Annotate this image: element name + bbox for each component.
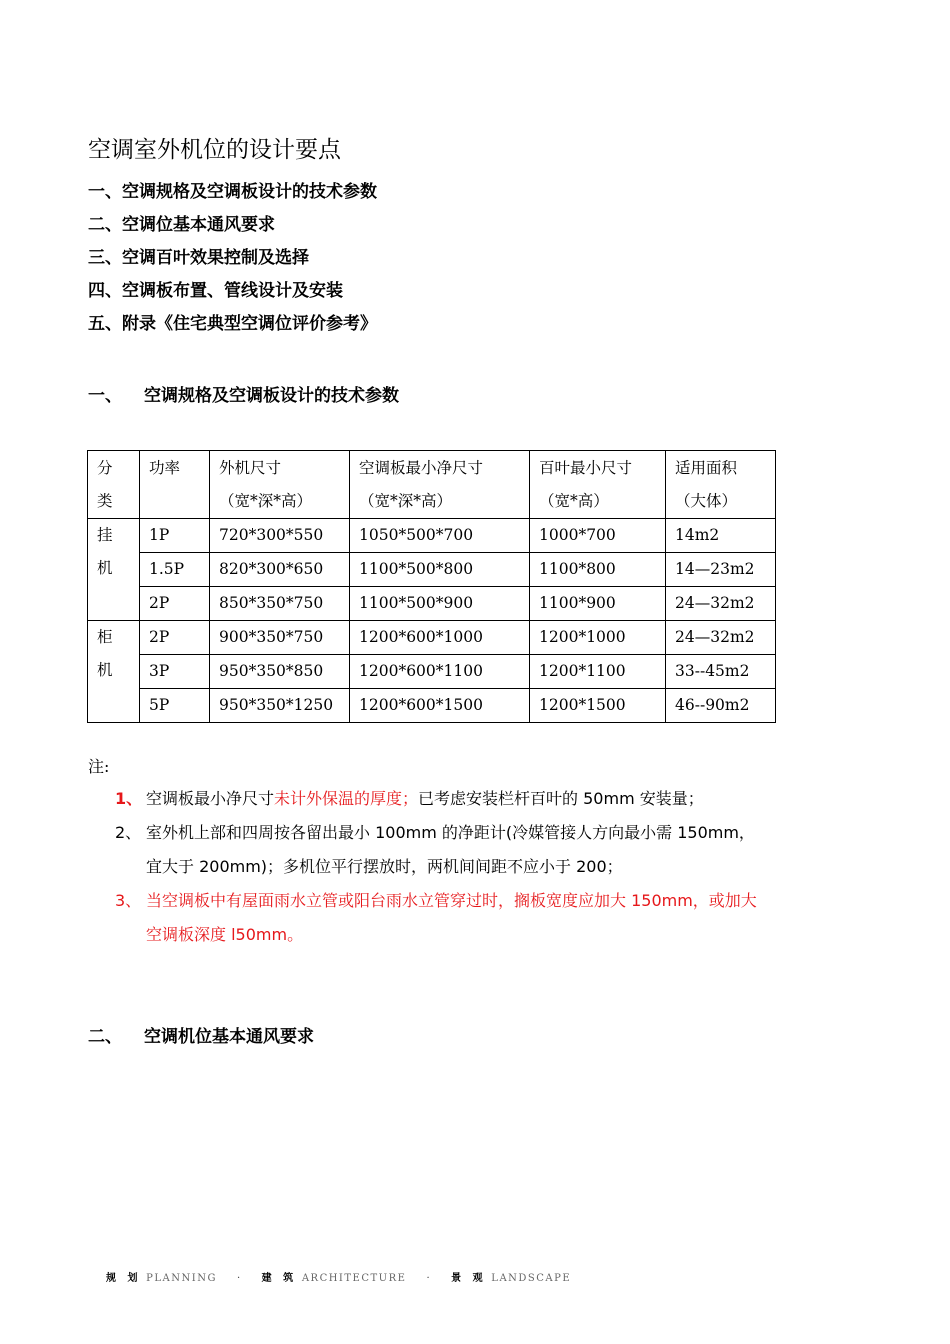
note-number: 1、 (115, 789, 143, 808)
page-footer: 规 划 PLANNING · 建 筑 ARCHITECTURE · 景 观 LANDSCAPE (106, 1273, 572, 1284)
header-cell: 百叶最小尺寸 （宽*高） (530, 451, 666, 519)
table-row (88, 621, 776, 655)
table-row (88, 689, 776, 723)
spec-table (87, 450, 776, 723)
table-cell: 720*300*550 (210, 519, 350, 553)
table-cell: 1100*800 (530, 553, 666, 587)
table-cell: 33--45m2 (666, 655, 776, 689)
table-cell: 900*350*750 (210, 621, 350, 655)
table-cell: 2P (140, 621, 210, 655)
toc-item: 三、空调百叶效果控制及选择 (88, 248, 309, 268)
note-item-2: 2、 室外机上部和四周按各留出最小 100mm 的净距计(冷媒管接人方向最小需 150mm， 宜大于 200mm)；多机位平行摆放时，两机间间距不应小于 200； (115, 816, 875, 884)
header-cell: 外机尺寸 （宽*深*高） (210, 451, 350, 519)
category-cell: 柜 机 (88, 621, 140, 723)
note-label: 注: (88, 757, 110, 776)
table-cell: 5P (140, 689, 210, 723)
table-cell: 1000*700 (530, 519, 666, 553)
section-number: 二、 (88, 1027, 122, 1047)
table-cell: 14—23m2 (666, 553, 776, 587)
header-cell: 适用面积 （大体） (666, 451, 776, 519)
table-row (88, 519, 776, 553)
note-number: 2、 (115, 823, 142, 842)
table-cell: 24—32m2 (666, 621, 776, 655)
header-cell: 空调板最小净尺寸 （宽*深*高） (350, 451, 530, 519)
table-of-contents (88, 176, 377, 341)
header-cell: 分 类 (88, 451, 140, 519)
table-cell: 2P (140, 587, 210, 621)
section-title: 空调规格及空调板设计的技术参数 (144, 386, 399, 406)
table-cell: 950*350*1250 (210, 689, 350, 723)
table-cell: 1200*1000 (530, 621, 666, 655)
table-row (88, 553, 776, 587)
table-cell: 1200*600*1000 (350, 621, 530, 655)
section-2-heading (88, 1024, 314, 1050)
page-title: 空调室外机位的设计要点 (88, 137, 341, 163)
table-cell: 1100*900 (530, 587, 666, 621)
table-cell: 1050*500*700 (350, 519, 530, 553)
table-cell: 1200*1500 (530, 689, 666, 723)
table-cell: 3P (140, 655, 210, 689)
section-number: 一、 (88, 386, 122, 406)
table-cell: 1200*600*1100 (350, 655, 530, 689)
highlighted-text: 未计外保温的厚度； (274, 789, 419, 808)
toc-item: 五、附录《住宅典型空调位评价参考》 (88, 314, 377, 334)
note-item-3: 3、 当空调板中有屋面雨水立管或阳台雨水立管穿过时，搁板宽度应加大 150mm，或加大 空调板深度 l50mm。 (115, 884, 875, 952)
table-cell: 1100*500*900 (350, 587, 530, 621)
table-cell: 1200*600*1500 (350, 689, 530, 723)
header-cell: 功率 (140, 451, 210, 519)
table-cell: 1P (140, 519, 210, 553)
toc-item: 一、空调规格及空调板设计的技术参数 (88, 182, 377, 202)
section-title: 空调机位基本通风要求 (144, 1027, 314, 1047)
section-1-heading (88, 383, 399, 409)
toc-item: 二、空调位基本通风要求 (88, 215, 275, 235)
table-row (88, 655, 776, 689)
toc-item: 四、空调板布置、管线设计及安装 (88, 281, 343, 301)
table-cell: 820*300*650 (210, 553, 350, 587)
table-cell: 1.5P (140, 553, 210, 587)
category-cell: 挂 机 (88, 519, 140, 621)
note-item-1: 1、 空调板最小净尺寸未计外保温的厚度；已考虑安装栏杆百叶的 50mm 安装量； (115, 782, 875, 816)
table-cell: 850*350*750 (210, 587, 350, 621)
table-header-row (88, 451, 776, 519)
table-cell: 24—32m2 (666, 587, 776, 621)
table-cell: 14m2 (666, 519, 776, 553)
table-cell: 46--90m2 (666, 689, 776, 723)
table-cell: 1100*500*800 (350, 553, 530, 587)
table-cell: 950*350*850 (210, 655, 350, 689)
note-number: 3、 (115, 891, 142, 910)
table-row (88, 587, 776, 621)
table-cell: 1200*1100 (530, 655, 666, 689)
